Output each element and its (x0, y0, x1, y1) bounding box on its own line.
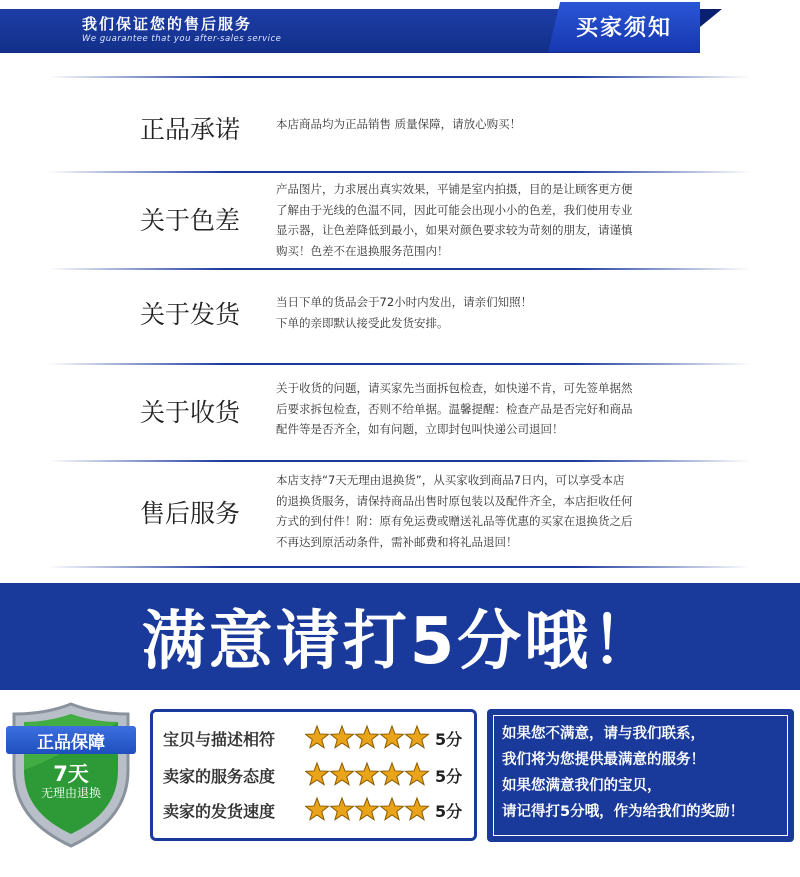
divider (48, 460, 750, 462)
text-line: 本店支持“7天无理由退换货”，从买家收到商品7日内，可以享受本店 (276, 473, 625, 487)
text-line: 方式的到付件！附：原有免运费或赠送礼品等优惠的买家在退换货之后 (276, 514, 633, 528)
contact-line: 如果您满意我们的宝贝， (502, 778, 662, 794)
rating-label: 卖家的服务态度 (163, 767, 276, 786)
rating-row (163, 796, 463, 824)
star-icon (381, 798, 404, 820)
header-tag-label: 买家须知 (575, 16, 672, 41)
star-icon (406, 726, 429, 748)
star-rating-icon (305, 796, 430, 824)
text-line: 显示器，让色差降低到最小，如果对颜色要求较为苛刻的朋友，请谨慎 (276, 223, 633, 237)
text-line: 下单的亲即默认接受此发货安排。 (276, 315, 449, 330)
section-text-authentic (276, 114, 684, 135)
text-line: 了解由于光线的色温不同，因此可能会出现小小的色差，我们使用专业 (276, 202, 633, 217)
star-icon (331, 726, 354, 748)
rating-row (163, 724, 463, 752)
text-line: 后要求拆包检查，否则不给单据。温馨提醒：检查产品是否完好和商品 (276, 401, 633, 416)
header-tag-fold (700, 9, 722, 27)
text-line: 购买！色差不在退换服务范围内！ (276, 243, 449, 258)
contact-line: 如果您不满意，请与我们联系， (502, 726, 705, 742)
star-icon (406, 763, 429, 785)
divider (48, 171, 750, 173)
star-icon (306, 726, 329, 748)
text-line: 不再达到原活动条件，需补邮费和将礼品退回！ (276, 534, 518, 549)
section-title-color: 关于色差 (140, 206, 241, 235)
divider (48, 76, 750, 78)
rating-score: 5分 (435, 767, 463, 786)
badge-days: 7天 (53, 762, 89, 786)
star-icon (356, 798, 379, 820)
star-icon (306, 763, 329, 785)
star-icon (406, 798, 429, 820)
section-text-shipping (276, 292, 684, 333)
star-icon (381, 726, 404, 748)
star-rating-icon (305, 724, 430, 752)
badge-sub: 无理由退换 (40, 786, 101, 800)
section-title-aftersales: 售后服务 (140, 499, 241, 528)
text-line: 配件等是否齐全，如有问题，立即封包叫快递公司退回！ (276, 422, 564, 436)
header (0, 0, 800, 58)
section-title-authentic: 正品承诺 (140, 115, 241, 144)
divider (48, 268, 750, 270)
star-icon (306, 798, 329, 820)
section-title-shipping: 关于发货 (140, 300, 241, 329)
rating-banner-text: 满意请打5分哦！ (141, 605, 659, 679)
header-title-en: We guarantee that you after-sales service (82, 34, 282, 44)
star-icon (356, 763, 379, 785)
contact-line: 请记得打5分哦，作为给我们的奖励！ (502, 804, 745, 820)
text-line: 的退换货服务，请保持商品出售时原包装以及配件齐全，本店拒收任何 (276, 493, 633, 508)
text-line: 当日下单的货品会于72小时内发出，请亲们知照！ (276, 295, 533, 309)
section-text-receiving (276, 378, 684, 440)
star-rating-icon (305, 761, 430, 789)
star-icon (331, 763, 354, 785)
text-line: 产品图片，力求展出真实效果，平铺是室内拍摄，目的是让顾客更方便 (276, 182, 633, 196)
star-icon (381, 763, 404, 785)
header-title-zh: 我们保证您的售后服务 (82, 15, 253, 33)
star-icon (356, 726, 379, 748)
section-text-aftersales (276, 470, 684, 552)
contact-line: 我们将为您提供最满意的服务！ (502, 752, 705, 768)
rating-label: 宝贝与描述相符 (163, 730, 276, 749)
divider (48, 566, 750, 568)
star-icon (331, 798, 354, 820)
section-text-color (276, 179, 684, 261)
text-line: 关于收货的问题，请买家先当面拆包检查，如快递不肯，可先签单据然 (276, 381, 633, 395)
rating-score: 5分 (435, 730, 463, 749)
divider (48, 363, 750, 365)
rating-label: 卖家的发货速度 (163, 802, 276, 821)
text-line: 本店商品均为正品销售 质量保障，请放心购买！ (276, 117, 522, 131)
section-title-receiving: 关于收货 (140, 398, 241, 427)
rating-row (163, 761, 463, 789)
rating-score: 5分 (435, 802, 463, 821)
badge-band-label: 正品保障 (37, 733, 105, 753)
